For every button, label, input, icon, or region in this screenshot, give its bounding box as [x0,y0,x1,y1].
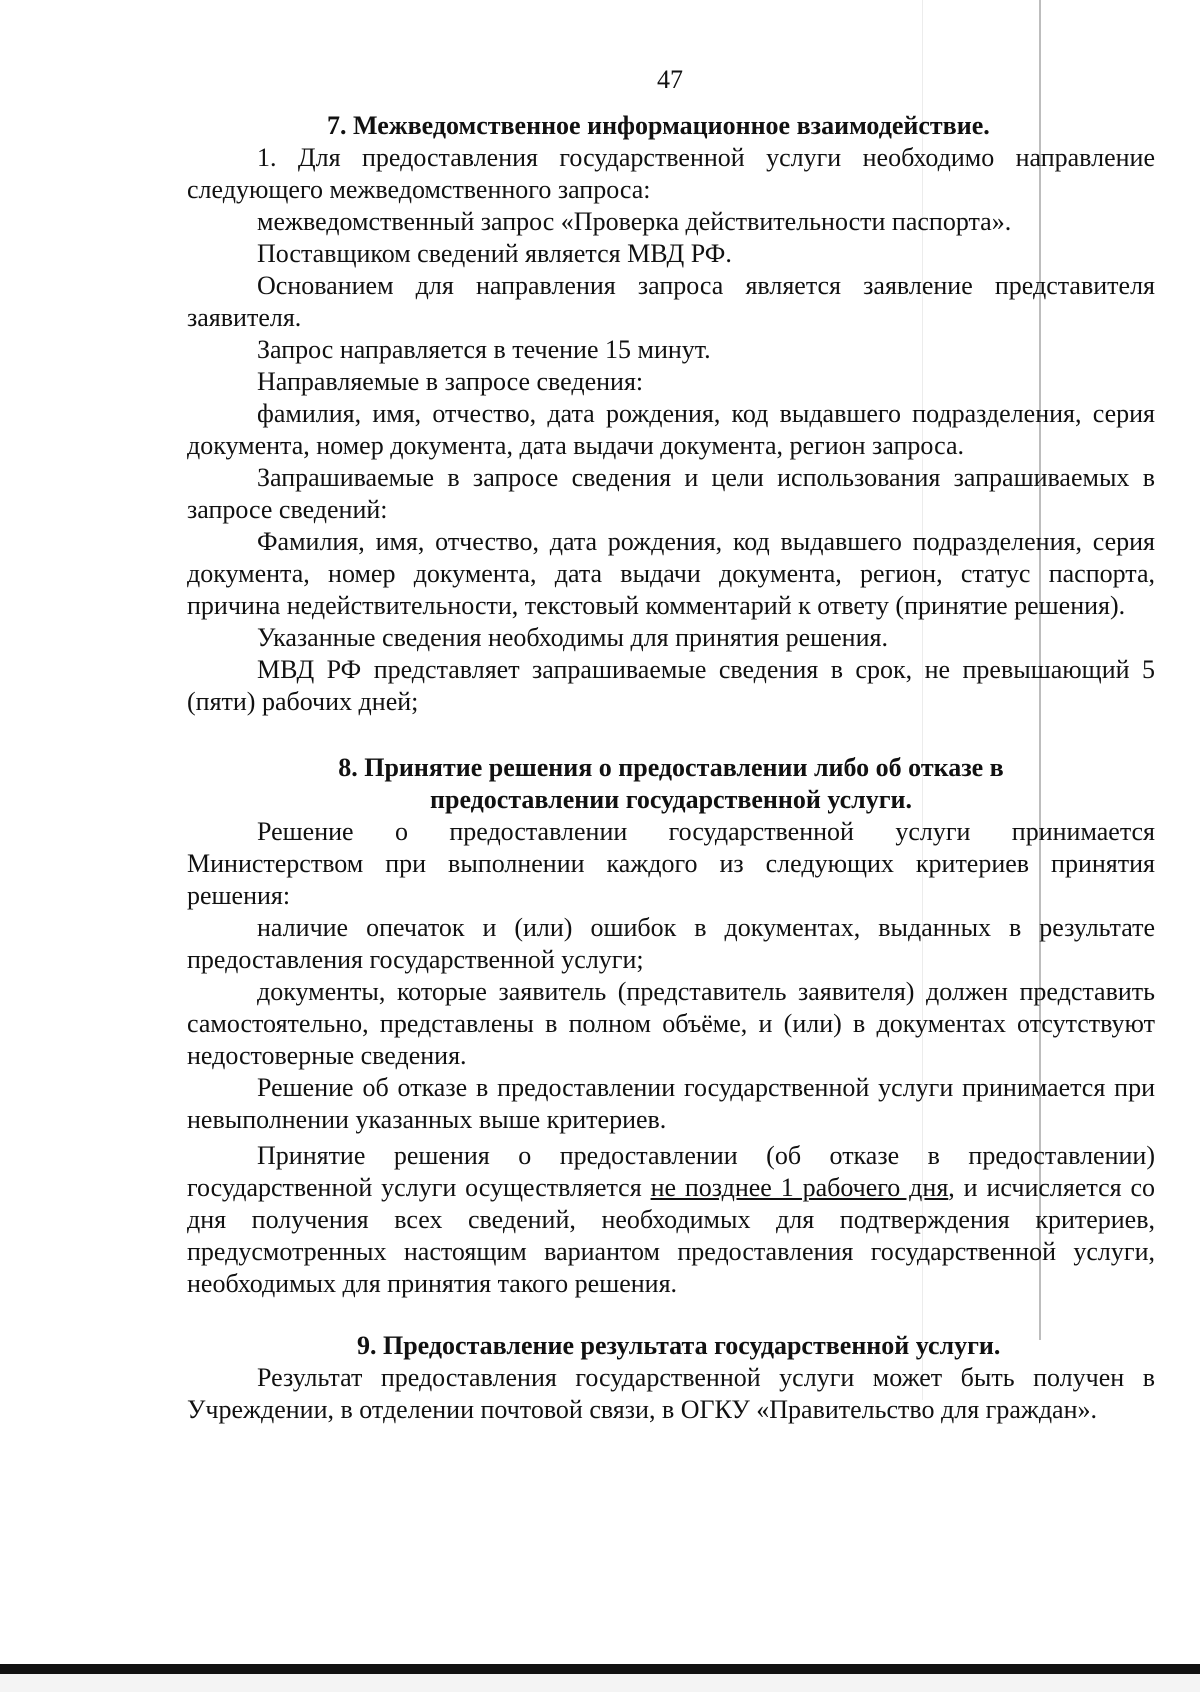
section-8-title-line-2: предоставлении государственной услуги. [430,785,912,814]
paragraph: наличие опечаток и (или) ошибок в документах, выданных в результате предоставления государственной услуги; [187,913,1155,974]
term-text-after: , и исчисляется со дня получения всех сведений, необходимых для подтверждения критериев, предусмотренных настоящим вариантом предоставления государственной услуги, необходимых для принятия такого решения. [187,1173,1155,1298]
paragraph: МВД РФ представляет запрашиваемые сведения в срок, не превышающий 5 (пяти) рабочих дней; [187,655,1155,716]
term-deadline-underlined: не позднее 1 рабочего дня [650,1173,949,1202]
paragraph: Направляемые в запросе сведения: [257,367,644,396]
paragraph: Основанием для направления запроса является заявление представителя заявителя. [187,271,1155,332]
scan-bottom-border [0,1664,1200,1674]
page-number: 47 [657,65,683,94]
scan-bottom-edge [0,1674,1200,1692]
term-text-before: Принятие решения о предоставлении (об отказе в предоставлении) государственной услуги осуществляется [187,1141,1155,1202]
paragraph: Поставщиком сведений является МВД РФ. [257,239,732,268]
section-8-title-line-1: 8. Принятие решения о предоставлении либо об отказе в [338,753,1004,782]
paragraph: Запрашиваемые в запросе сведения и цели использования запрашиваемых в запросе сведений: [187,463,1155,524]
document-body [187,110,1155,1426]
paragraph: Решение о предоставлении государственной услуги принимается Министерством при выполнении каждого из следующих критериев принятия решения: [187,817,1155,910]
section-9-title: 9. Предоставление результата государственной услуги. [357,1331,1001,1360]
section-7-title: 7. Межведомственное информационное взаимодействие. [327,111,990,140]
paragraph: 1. Для предоставления государственной услуги необходимо направление следующего межведомственного запроса: [187,143,1155,204]
paragraph: Запрос направляется в течение 15 минут. [257,335,711,364]
paragraph: Решение об отказе в предоставлении государственной услуги принимается при невыполнении указанных выше критериев. [187,1073,1155,1134]
paragraph: фамилия, имя, отчество, дата рождения, код выдавшего подразделения, серия документа, номер документа, дата выдачи документа, регион запроса. [187,399,1155,460]
term-paragraph [187,1140,1155,1300]
paragraph: Указанные сведения необходимы для принятия решения. [257,623,888,652]
paragraph: Результат предоставления государственной услуги может быть получен в Учреждении, в отделении почтовой связи, в ОГКУ «Правительство для граждан». [187,1363,1155,1424]
paragraph: межведомственный запрос «Проверка действительности паспорта». [257,207,1012,236]
paragraph: Фамилия, имя, отчество, дата рождения, код выдавшего подразделения, серия документа, номер документа, дата выдачи документа, регион, статус паспорта, причина недействительности, текстовый комментарий к ответу (принятие решения). [187,527,1155,620]
paragraph: документы, которые заявитель (представитель заявителя) должен представить самостоятельно, представлены в полном объёме, и (или) в документах отсутствуют недостоверные сведения. [187,977,1155,1070]
